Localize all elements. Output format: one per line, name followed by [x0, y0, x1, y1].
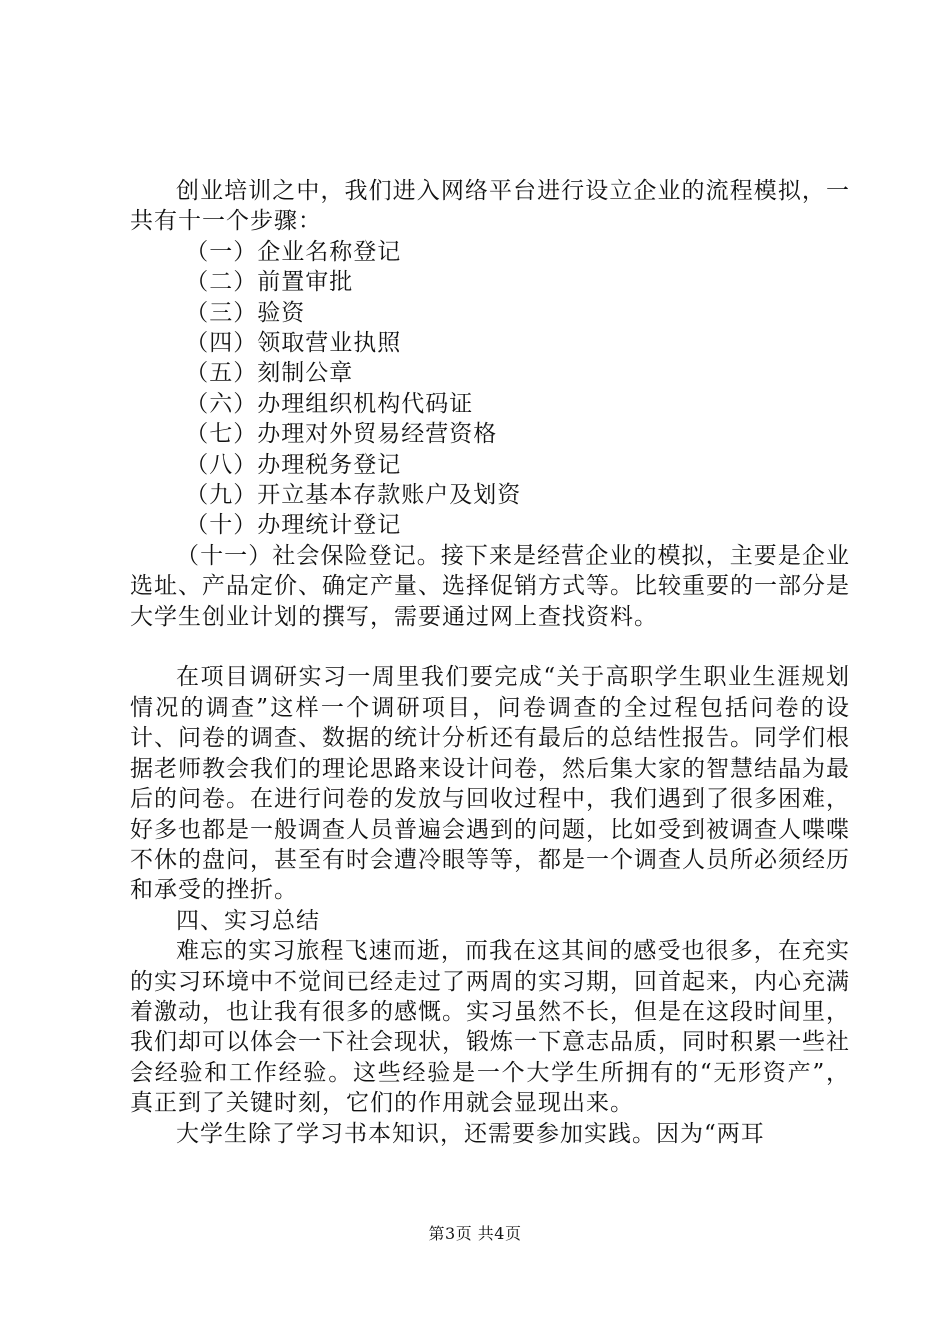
paragraph-summary: 难忘的实习旅程飞速而逝，而我在这其间的感受也很多，在充实的实习环境中不觉间已经走过了两周的实习期，回首起来，内心充满着激动，也让我有很多的感慨。实习虽然不长，但是在这段时间里，我们却可以体会一下社会现状，锻炼一下意志品质，同时积累一些社会经验和工作经验。这些经验是一个大学生所拥有的“无形资产”，真正到了关键时刻，它们的作用就会显现出来。	[130, 938, 850, 1117]
paragraph-practice: 大学生除了学习书本知识，还需要参加实践。因为“两耳	[176, 1120, 765, 1147]
document-body	[130, 176, 850, 1149]
section-heading-summary: 四、实习总结	[176, 907, 320, 934]
step-item-8: （八）办理税务登记	[185, 451, 402, 478]
step-item-5: （五）刻制公章	[185, 360, 354, 387]
paragraph-step-eleven: （十一）社会保险登记。接下来是经营企业的模拟，主要是企业选址、产品定价、确定产量、选择促销方式等。比较重要的一部分是大学生创业计划的撰写，需要通过网上查找资料。	[130, 542, 850, 630]
step-item-9: （九）开立基本存款账户及划资	[185, 482, 522, 509]
step-item-4: （四）领取营业执照	[185, 330, 402, 357]
step-item-7: （七）办理对外贸易经营资格	[185, 421, 498, 448]
page-footer: 第3页 共4页	[428, 1224, 522, 1243]
paragraph-spacer	[130, 632, 850, 662]
paragraph-intro: 创业培训之中，我们进入网络平台进行设立企业的流程模拟，一共有十一个步骤：	[130, 178, 850, 235]
step-item-3: （三）验资	[185, 299, 306, 326]
step-item-1: （一）企业名称登记	[185, 238, 402, 265]
step-item-2: （二）前置审批	[185, 269, 354, 296]
step-item-6: （六）办理组织机构代码证	[185, 390, 474, 417]
paragraph-survey-project: 在项目调研实习一周里我们要完成“关于高职学生职业生涯规划情况的调查”这样一个调研项目，问卷调查的全过程包括问卷的设计、问卷的调查、数据的统计分析还有最后的总结性报告。同学们根据老师教会我们的理论思路来设计问卷，然后集大家的智慧结晶为最后的问卷。在进行问卷的发放与回收过程中，我们遇到了很多困难，好多也都是一般调查人员普遍会遇到的问题，比如受到被调查人喋喋不休的盘问，甚至有时会遭冷眼等等，都是一个调查人员所必须经历和承受的挫折。	[130, 664, 850, 904]
step-item-10: （十）办理统计登记	[185, 512, 402, 539]
